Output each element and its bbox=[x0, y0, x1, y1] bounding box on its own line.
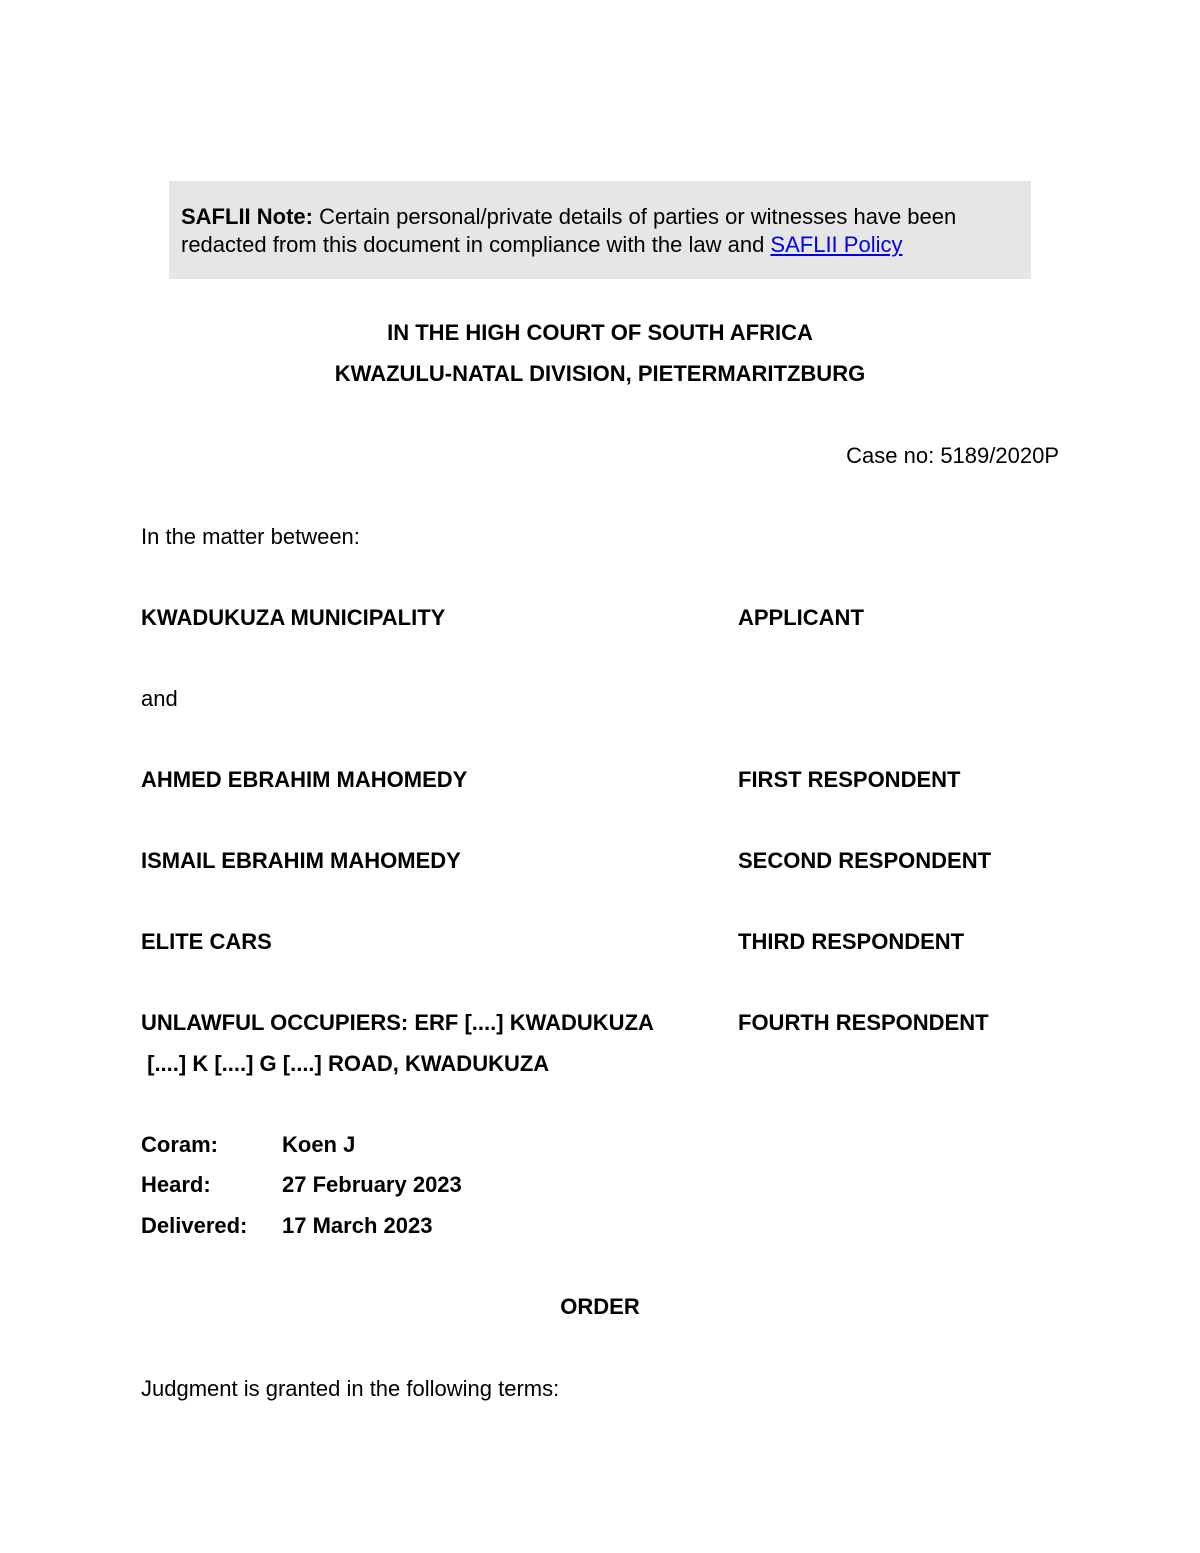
matter-between: In the matter between: bbox=[141, 524, 360, 549]
note-text-line-2: redacted from this document in compliance with the law and bbox=[181, 232, 771, 257]
note-line-1 bbox=[181, 203, 1019, 231]
saflii-note-box bbox=[169, 181, 1031, 279]
order-heading: ORDER bbox=[560, 1294, 640, 1319]
party-name-first-respondent: AHMED EBRAHIM MAHOMEDY bbox=[141, 767, 468, 792]
judgment-intro: Judgment is granted in the following terms: bbox=[141, 1376, 560, 1401]
delivered-label: Delivered: bbox=[141, 1213, 248, 1238]
party-role-third-respondent: THIRD RESPONDENT bbox=[738, 929, 965, 954]
party-name-second-respondent: ISMAIL EBRAHIM MAHOMEDY bbox=[141, 848, 461, 873]
case-number: Case no: 5189/2020P bbox=[846, 443, 1059, 468]
coram-value: Koen J bbox=[282, 1132, 356, 1157]
party-role-first-respondent: FIRST RESPONDENT bbox=[738, 767, 961, 792]
court-division: KWAZULU-NATAL DIVISION, PIETERMARITZBURG bbox=[334, 361, 866, 386]
party-role-fourth-respondent: FOURTH RESPONDENT bbox=[738, 1010, 989, 1035]
note-label: SAFLII Note: bbox=[181, 204, 313, 229]
party-name-fourth-respondent-line-2: [....] K [....] G [....] ROAD, KWADUKUZA bbox=[141, 1051, 550, 1076]
coram-label: Coram: bbox=[141, 1132, 219, 1157]
saflii-policy-link[interactable]: SAFLII Policy bbox=[770, 232, 903, 257]
party-name-applicant: KWADUKUZA MUNICIPALITY bbox=[141, 605, 446, 630]
party-role-applicant: APPLICANT bbox=[738, 605, 864, 630]
note-text-line-1: Certain personal/private details of parties or witnesses have been bbox=[313, 204, 957, 229]
delivered-value: 17 March 2023 bbox=[282, 1213, 433, 1238]
party-name-third-respondent: ELITE CARS bbox=[141, 929, 272, 954]
party-name-fourth-respondent: UNLAWFUL OCCUPIERS: ERF [....] KWADUKUZA bbox=[141, 1010, 654, 1035]
heard-value: 27 February 2023 bbox=[282, 1172, 462, 1197]
party-role-second-respondent: SECOND RESPONDENT bbox=[738, 848, 992, 873]
note-line-2 bbox=[181, 231, 1019, 259]
and-text: and bbox=[141, 686, 178, 711]
heard-label: Heard: bbox=[141, 1172, 211, 1197]
court-title: IN THE HIGH COURT OF SOUTH AFRICA bbox=[387, 320, 813, 345]
